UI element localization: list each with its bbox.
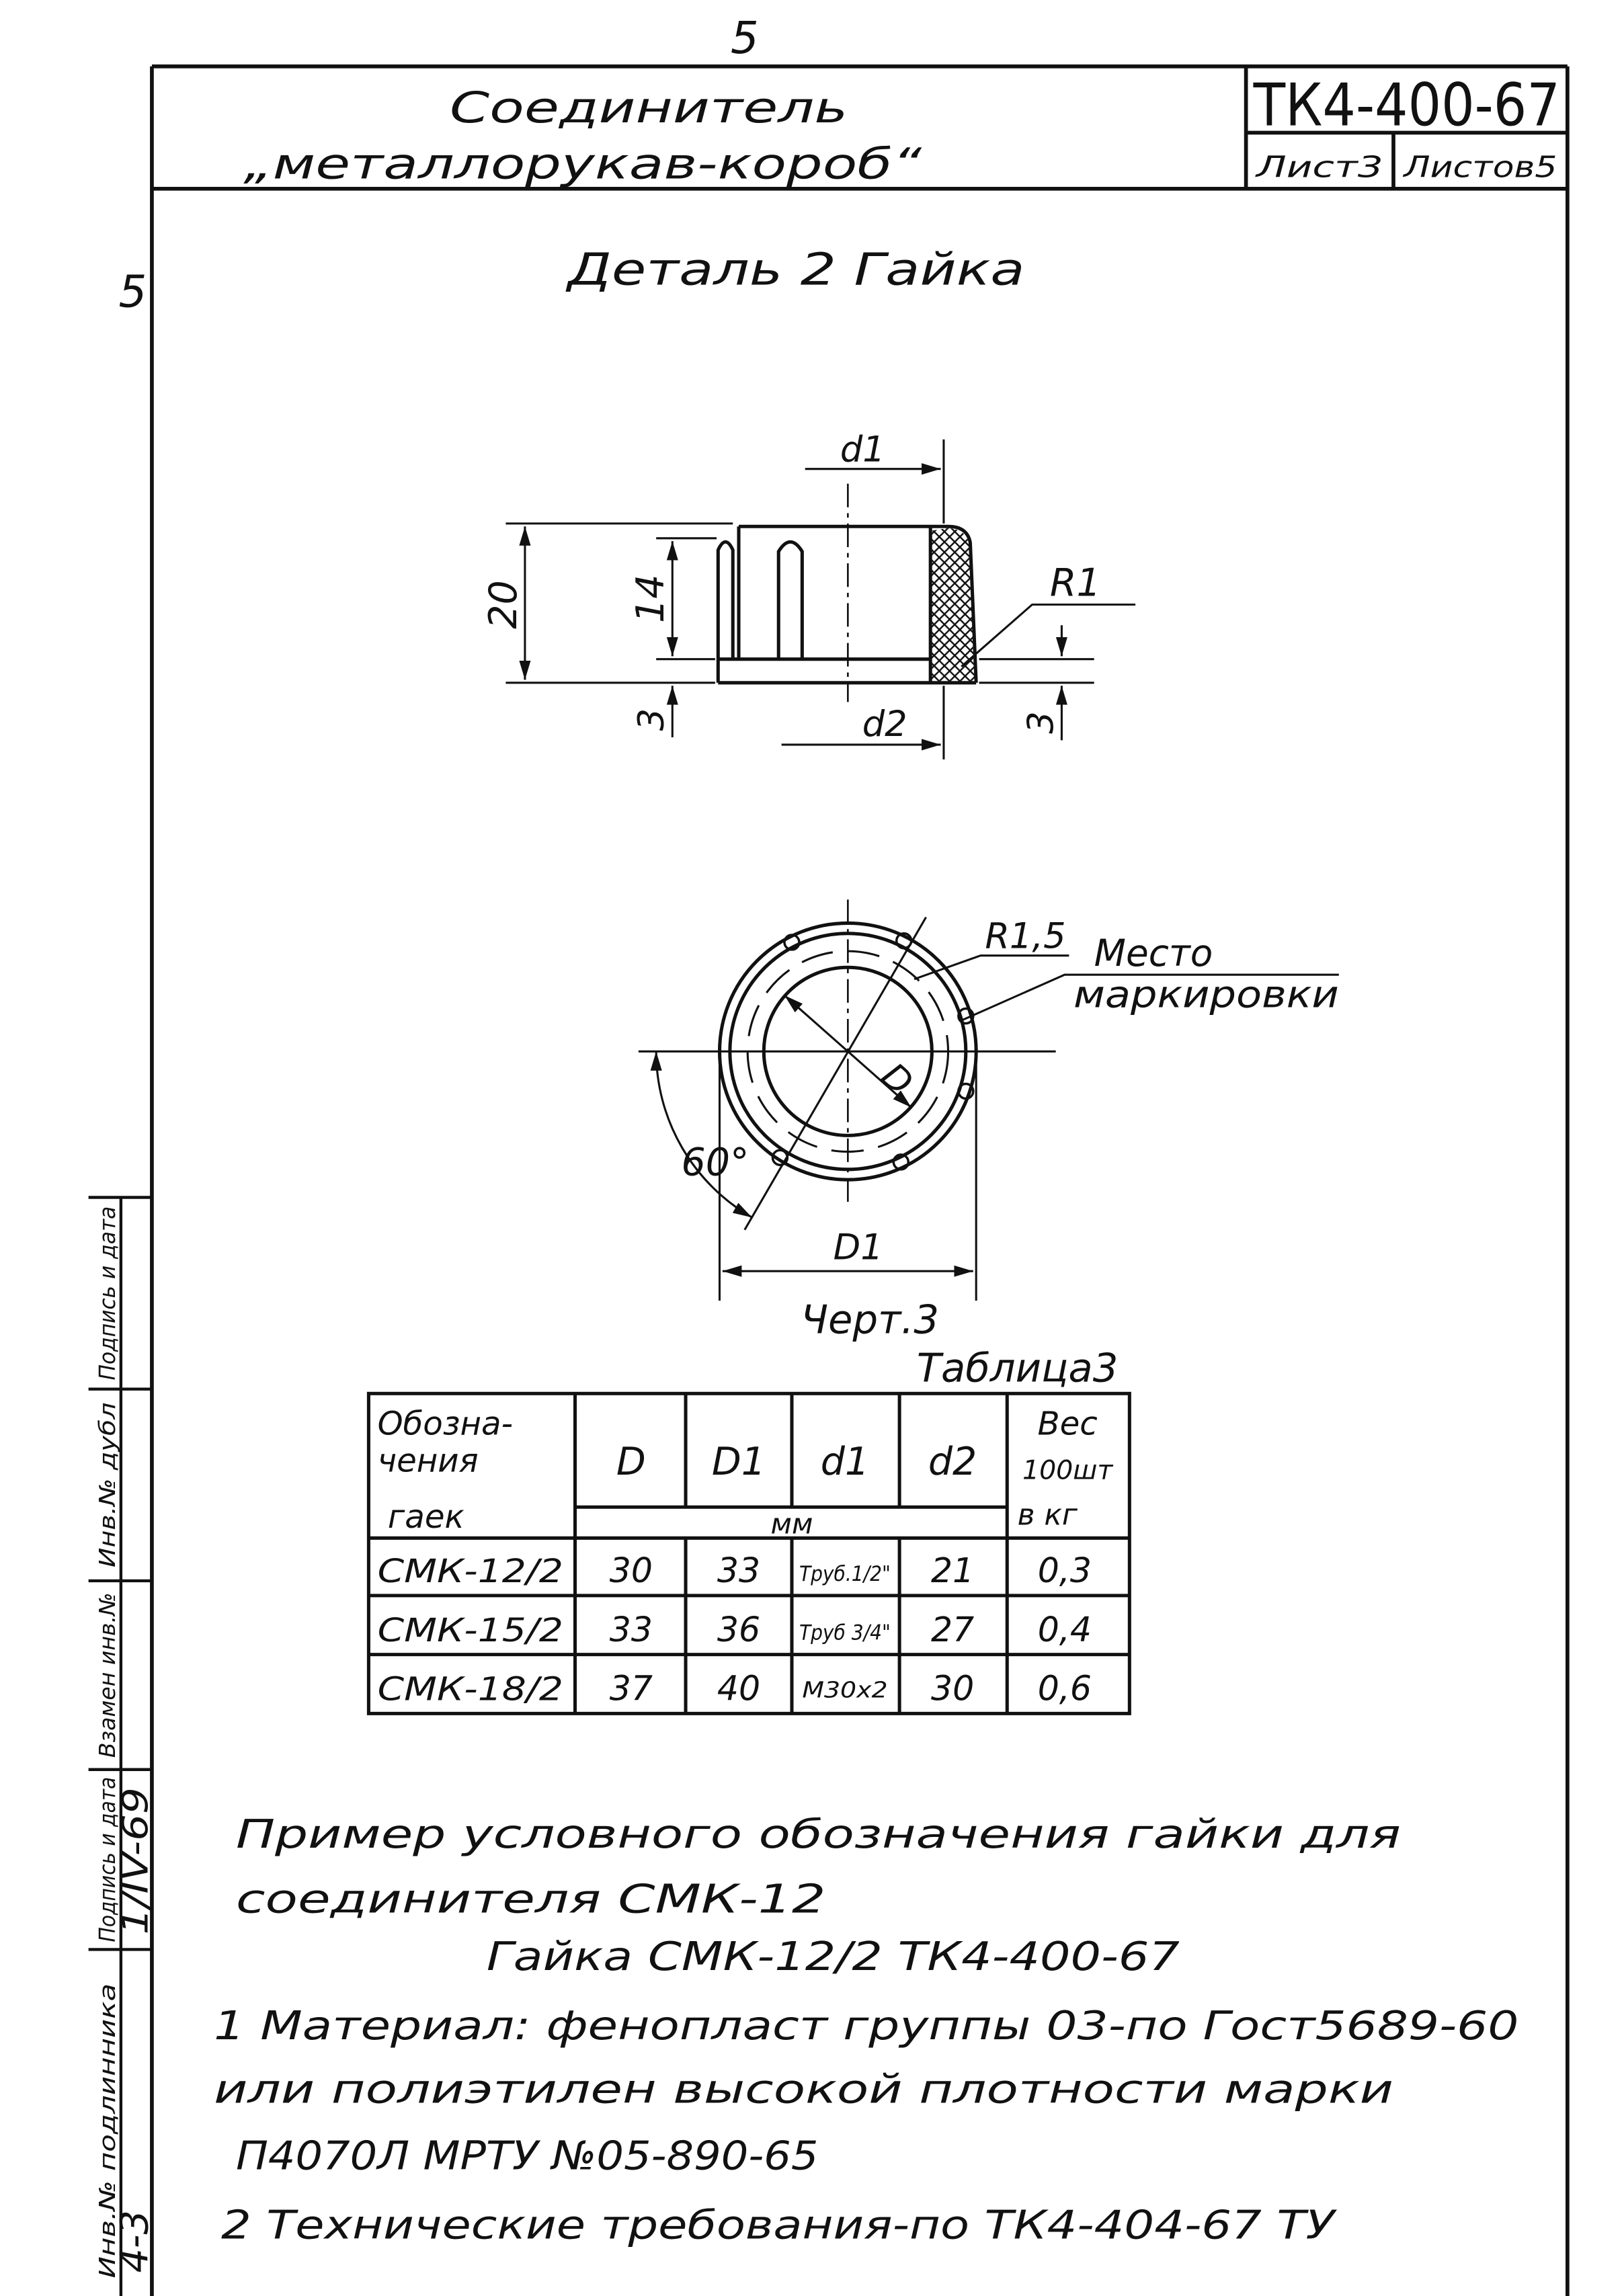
slot-dimension-label: 14 bbox=[628, 574, 674, 624]
cell-D: 33 bbox=[609, 1609, 653, 1649]
cell-D1: 33 bbox=[717, 1551, 761, 1591]
header-weight-3: в кг bbox=[1017, 1498, 1078, 1532]
marking-place-label-2: маркировки bbox=[1073, 973, 1339, 1016]
stamp-label-original-inv: Инв.№ подлинника bbox=[94, 2055, 121, 2279]
cell-d1: М30х2 bbox=[802, 1676, 888, 1703]
cell-D: 30 bbox=[609, 1551, 653, 1591]
cell-d2: 27 bbox=[930, 1609, 975, 1649]
angle-label: 60° bbox=[681, 1140, 749, 1185]
document-code: ТК4-400-67 bbox=[1252, 71, 1560, 140]
stamp-label-signature-date: Подпись и дата bbox=[94, 1197, 121, 1381]
technical-requirements: 2 Технические требования-по ТК4-404-67 ТУ bbox=[221, 2201, 1338, 2248]
cell-d1: Труб 3/4" bbox=[799, 1621, 891, 1645]
header-D1: D1 bbox=[711, 1439, 766, 1484]
base-right-dimension-label: 3 bbox=[1020, 711, 1062, 734]
stamp-signature-date-value: 1/IV-69 bbox=[115, 1811, 157, 1935]
material-line-2: или полиэтилен высокой плотности марки bbox=[214, 2065, 1393, 2113]
base-left-dimension-label: 3 bbox=[631, 708, 673, 731]
header-designation-2: чения bbox=[377, 1442, 479, 1480]
cell-D1: 40 bbox=[717, 1668, 761, 1709]
header-weight-2: 100шт bbox=[1022, 1454, 1113, 1486]
header-designation-1: Обозна- bbox=[377, 1405, 513, 1443]
inner-diameter-label: D bbox=[873, 1055, 921, 1104]
material-line-3: П4070Л МРТУ №05-890-65 bbox=[235, 2132, 819, 2179]
header-designation-3: гаек bbox=[387, 1498, 464, 1536]
header-unit: мм bbox=[770, 1507, 813, 1541]
cell-weight: 0,3 bbox=[1037, 1551, 1092, 1591]
height-dimension-label: 20 bbox=[481, 580, 526, 629]
cell-designation: СМК-15/2 bbox=[377, 1611, 563, 1649]
notch-radius-label: R1,5 bbox=[985, 915, 1066, 957]
table-caption: Таблица3 bbox=[916, 1344, 1119, 1391]
cell-D: 37 bbox=[609, 1668, 653, 1709]
page-number-top: 5 bbox=[730, 11, 759, 64]
material-line-1: 1 Материал: фенопласт группы 03-по Гост5689-60 bbox=[214, 2002, 1519, 2049]
example-line-2: соединителя СМК-12 bbox=[235, 1875, 826, 1922]
header-d1: d1 bbox=[820, 1439, 870, 1484]
cell-weight: 0,4 bbox=[1037, 1609, 1092, 1649]
example-line-1: Пример условного обозначения гайки для bbox=[235, 1811, 1401, 1858]
d1-label: d1 bbox=[840, 429, 885, 470]
example-designation: Гайка СМК-12/2 ТК4-400-67 bbox=[486, 1933, 1180, 1980]
cell-designation: СМК-12/2 bbox=[377, 1553, 563, 1591]
title-line-2: „металлорукав-короб“ bbox=[243, 139, 923, 190]
radius-label: R1 bbox=[1049, 561, 1101, 606]
header-D: D bbox=[616, 1439, 646, 1484]
figure-caption: Черт.3 bbox=[801, 1296, 940, 1343]
cell-weight: 0,6 bbox=[1037, 1668, 1092, 1709]
outer-diameter-label: D1 bbox=[833, 1227, 883, 1268]
d2-label: d2 bbox=[862, 703, 907, 745]
stamp-label-replaced-inv: Взамен инв.№ bbox=[94, 1594, 121, 1758]
cell-D1: 36 bbox=[717, 1609, 761, 1649]
title-line-1: Соединитель bbox=[450, 83, 848, 134]
marking-place-label-1: Место bbox=[1094, 932, 1213, 975]
sheets-total: Листов5 bbox=[1402, 150, 1557, 185]
cell-d2: 30 bbox=[930, 1668, 975, 1709]
header-d2: d2 bbox=[928, 1439, 977, 1484]
cell-d2: 21 bbox=[930, 1551, 975, 1591]
stamp-label-duplicate-inv: Инв.№ дубл bbox=[94, 1430, 121, 1568]
detail-title: Деталь 2 Гайка bbox=[565, 243, 1025, 296]
cell-designation: СМК-18/2 bbox=[377, 1670, 563, 1709]
sheet-number: Лист3 bbox=[1254, 150, 1383, 185]
stamp-original-inv-value: 4-3 bbox=[112, 2210, 157, 2273]
stamp-label-signature-date-2: Подпись и дата bbox=[94, 1758, 121, 1942]
page-number-margin: 5 bbox=[118, 265, 147, 318]
header-weight-1: Вес bbox=[1037, 1405, 1098, 1443]
cell-d1: Труб.1/2" bbox=[799, 1561, 891, 1586]
